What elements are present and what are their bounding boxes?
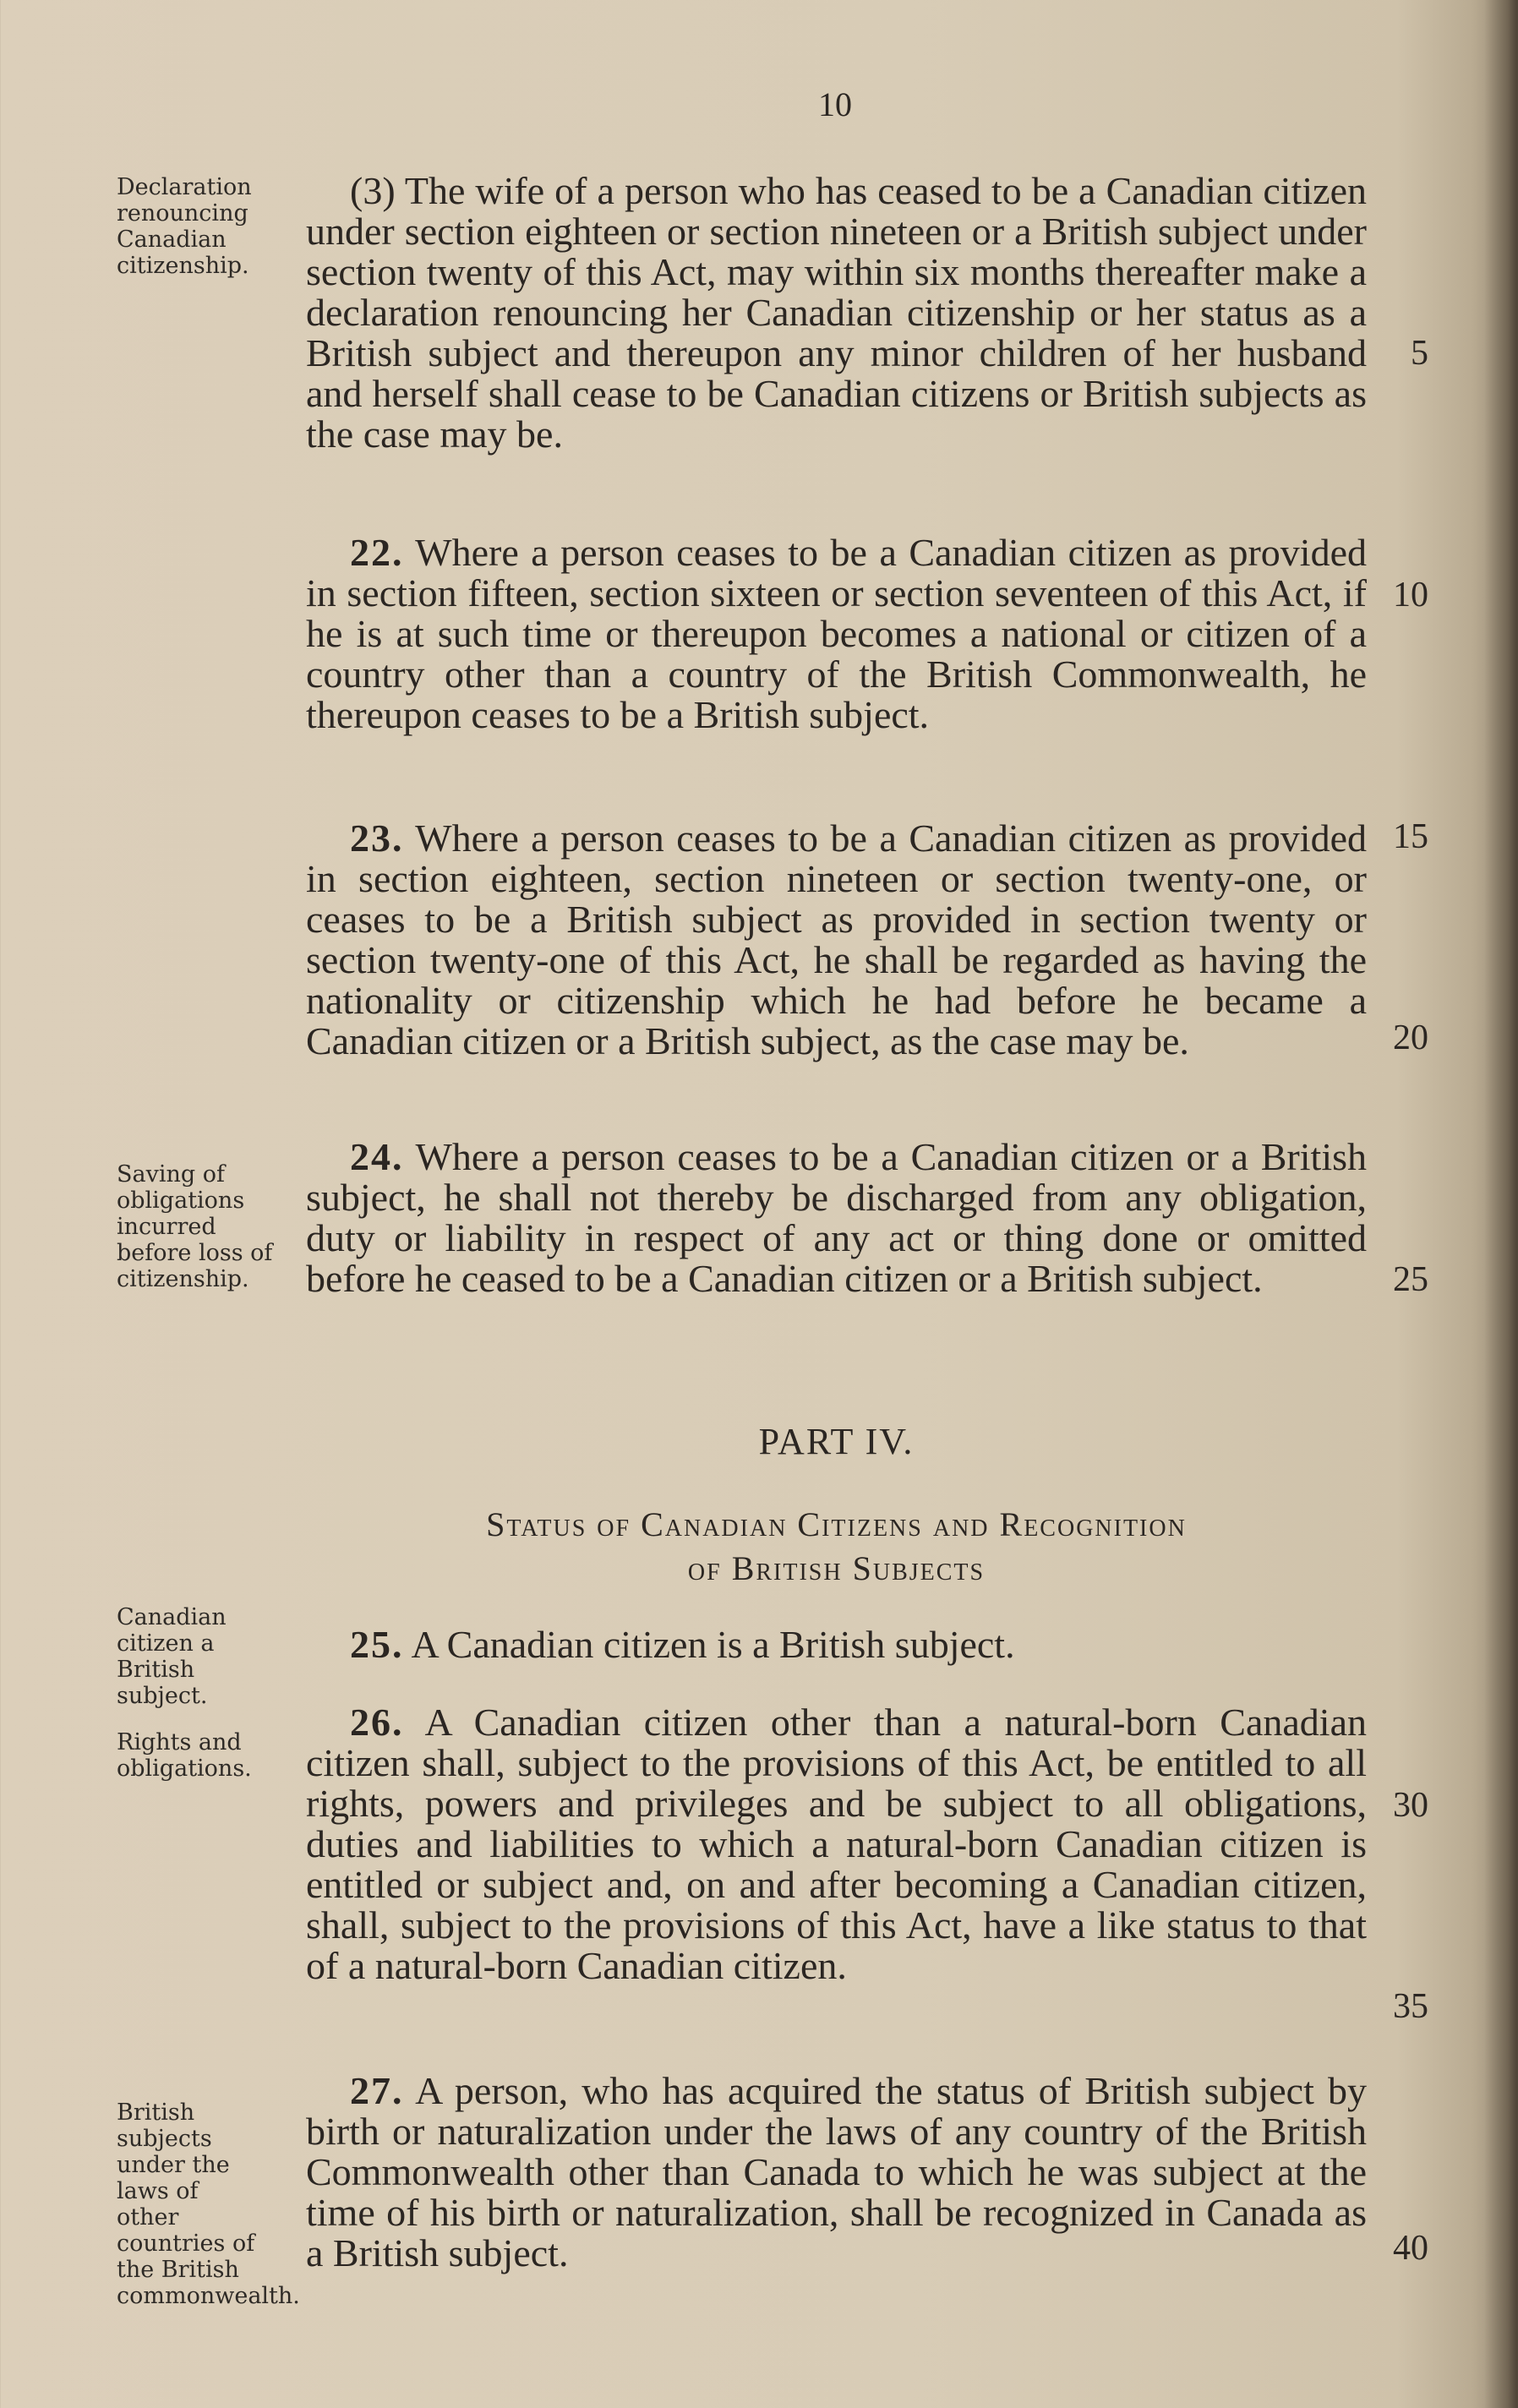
line-number-35: 35 [1393, 1987, 1428, 2026]
section-24 [306, 1137, 1367, 1299]
margin-note-rights: Rights and obligations. [117, 1729, 252, 1782]
section-26-number: 26. [350, 1701, 404, 1744]
line-number-40: 40 [1393, 2229, 1428, 2268]
section-27-number: 27. [350, 2069, 404, 2112]
margin-note-british-subjects: British subjects under the laws of other countries of the British commonwealth. [117, 2099, 300, 2309]
section-25-text: A Canadian citizen is a British subject. [411, 1623, 1015, 1666]
section-22-number: 22. [350, 531, 404, 574]
margin-note-saving: Saving of obligations incurred before loss of citizenship. [117, 1161, 273, 1292]
page-edge-shadow [1484, 0, 1518, 2408]
section-21-3 [306, 171, 1367, 455]
section-26-text: A Canadian citizen other than a natural-born Canadian citizen shall, subject to the provisions of this Act, be entitled to all rights, powers and privileges and be subject to all obligations, duties and liabilities to which a natural-born Canadian citizen is entitled or subject and, on and after becoming a Canadian citizen, shall, subject to the provisions of this Act, have a like status to that of a natural-born Canadian citizen. [306, 1701, 1367, 1987]
part-heading [306, 1503, 1367, 1591]
section-23-number: 23. [350, 816, 404, 860]
line-number-30: 30 [1393, 1786, 1428, 1825]
section-24-number: 24. [350, 1135, 404, 1178]
line-number-20: 20 [1393, 1018, 1428, 1057]
section-27-text: A person, who has acquired the status of British subject by birth or naturalization under the laws of any country of the British Commonwealth other than Canada to which he was subject at the time of his birth or naturalization, shall be recognized in Canada as a British subject. [306, 2069, 1367, 2274]
section-25 [306, 1624, 1367, 1665]
margin-note-canadian-british: Canadian citizen a British subject. [117, 1604, 227, 1709]
part-title: PART IV. [758, 1421, 915, 1462]
part-heading-line-1: Status of Canadian Citizens and Recognition [486, 1505, 1187, 1543]
margin-note-declaration: Declaration renouncing Canadian citizenship. [117, 174, 252, 279]
line-number-10: 10 [1393, 576, 1428, 614]
section-24-text: Where a person ceases to be a Canadian citizen or a British subject, he shall not thereby be discharged from any obligation, duty or liability in respect of any act or thing done or omitted before he ceased to be a Canadian citizen or a British subject. [306, 1135, 1367, 1300]
part-heading-line-2: of British Subjects [687, 1549, 986, 1587]
section-26 [306, 1702, 1367, 1986]
section-25-number: 25. [350, 1623, 404, 1666]
section-23 [306, 818, 1367, 1062]
section-21-3-text: (3) The wife of a person who has ceased to be a Canadian citizen under section eighteen or section nineteen or a British subject under section twenty of this Act, may within six months thereafter make a declaration renouncing her Canadian citizenship or her status as a British subject and thereupon any minor children of her husband and herself shall cease to be Canadian citizens or British subjects as the case may be. [306, 169, 1367, 456]
line-number-15: 15 [1393, 817, 1428, 856]
line-number-25: 25 [1393, 1260, 1428, 1299]
section-23-text: Where a person ceases to be a Canadian citizen as provided in section eighteen, section nineteen or section twenty-one, or ceases to be a British subject as provided in section twenty or section twenty-one of this Act, he shall be regarded as having the nationality or citizenship which he had before he became a Canadian citizen or a British subject, as the case may be. [306, 816, 1367, 1062]
section-22-text: Where a person ceases to be a Canadian citizen as provided in section fifteen, section sixteen or section seventeen of this Act, if he is at such time or thereupon becomes a national or citizen of a country other than a country of the British Commonwealth, he thereupon ceases to be a British subject. [306, 531, 1367, 736]
section-22 [306, 532, 1367, 735]
section-27 [306, 2071, 1367, 2274]
page-number: 10 [818, 85, 852, 123]
line-number-5: 5 [1411, 334, 1428, 373]
